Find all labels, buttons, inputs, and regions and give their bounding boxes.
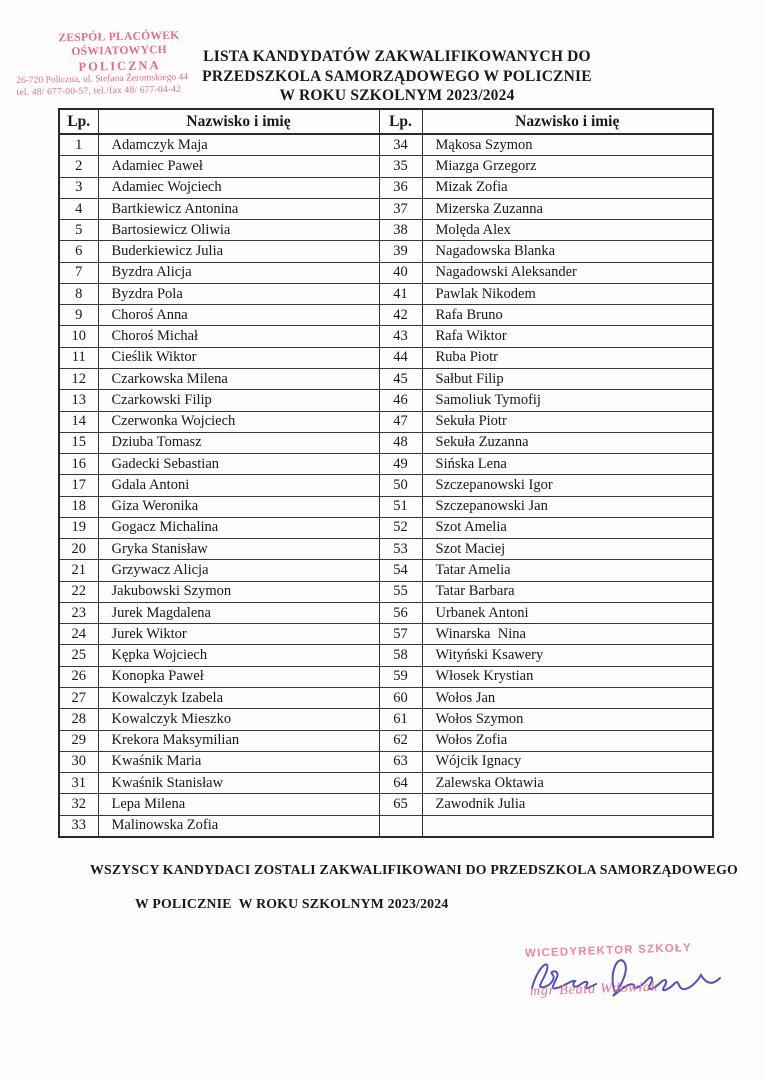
candidate-number-cell: 65: [379, 794, 422, 815]
candidates-table: [58, 108, 714, 838]
candidate-name-cell: Szczepanowski Jan: [422, 496, 713, 517]
candidate-number-cell: 52: [379, 517, 422, 538]
candidate-name-cell: Grzywacz Alicja: [98, 560, 379, 581]
table-row: [59, 198, 713, 219]
candidate-number-cell: 33: [59, 815, 98, 837]
table-row: [59, 454, 713, 475]
candidate-number-cell: 3: [59, 177, 98, 198]
table-row: [59, 517, 713, 538]
candidate-name-cell: Urbanek Antoni: [422, 602, 713, 623]
table-row: [59, 581, 713, 602]
candidate-number-cell: 24: [59, 624, 98, 645]
candidate-number-cell: 30: [59, 751, 98, 772]
candidate-number-cell: 14: [59, 411, 98, 432]
candidate-name-cell: Nagadowska Blanka: [422, 241, 713, 262]
header-row: [59, 109, 713, 134]
candidate-name-cell: Konopka Paweł: [98, 666, 379, 687]
table-row: [59, 369, 713, 390]
table-row: [59, 390, 713, 411]
candidate-number-cell: 28: [59, 709, 98, 730]
candidate-number-cell: 49: [379, 454, 422, 475]
candidate-number-cell: 20: [59, 539, 98, 560]
candidate-name-cell: Kwaśnik Stanisław: [98, 773, 379, 794]
candidate-number-cell: 10: [59, 326, 98, 347]
candidate-name-cell: Gdala Antoni: [98, 475, 379, 496]
table-row: [59, 241, 713, 262]
table-row: [59, 177, 713, 198]
candidate-name-cell: Zalewska Oktawia: [422, 773, 713, 794]
candidate-name-cell: Buderkiewicz Julia: [98, 241, 379, 262]
candidate-number-cell: 43: [379, 326, 422, 347]
candidate-number-cell: 58: [379, 645, 422, 666]
candidate-number-cell: 12: [59, 369, 98, 390]
candidate-name-cell: Gogacz Michalina: [98, 517, 379, 538]
candidate-number-cell: 4: [59, 198, 98, 219]
table-row: [59, 560, 713, 581]
candidate-name-cell: Rafa Wiktor: [422, 326, 713, 347]
candidate-name-cell: Kowalczyk Izabela: [98, 687, 379, 708]
candidate-number-cell: 64: [379, 773, 422, 794]
table-row: [59, 730, 713, 751]
candidate-number-cell: 42: [379, 305, 422, 326]
table-row: [59, 347, 713, 368]
candidate-number-cell: 11: [59, 347, 98, 368]
candidate-name-cell: Winarska Nina: [422, 624, 713, 645]
candidate-name-cell: Miazga Grzegorz: [422, 156, 713, 177]
candidate-name-cell: Tatar Barbara: [422, 581, 713, 602]
candidate-name-cell: Adamiec Paweł: [98, 156, 379, 177]
candidate-name-cell: Ruba Piotr: [422, 347, 713, 368]
candidate-name-cell: Mizak Zofia: [422, 177, 713, 198]
candidate-number-cell: 29: [59, 730, 98, 751]
candidate-name-cell: Dziuba Tomasz: [98, 432, 379, 453]
candidate-number-cell: 15: [59, 432, 98, 453]
candidates-table-body: [59, 134, 713, 837]
footer-statement-line2: W POLICZNIE W ROKU SZKOLNYM 2023/2024: [135, 896, 449, 911]
candidate-name-cell: Krekora Maksymilian: [98, 730, 379, 751]
table-row: [59, 283, 713, 304]
candidate-number-cell: 63: [379, 751, 422, 772]
candidate-number-cell: 16: [59, 454, 98, 475]
candidate-name-cell: Malinowska Zofia: [98, 815, 379, 837]
candidate-name-cell: Kępka Wojciech: [98, 645, 379, 666]
institution-stamp-phone: tel. 48/ 677-00-57, tel./fax 48/ 677-04-42: [16, 84, 182, 99]
table-row: [59, 475, 713, 496]
candidate-number-cell: 25: [59, 645, 98, 666]
candidate-name-cell: Cieślik Wiktor: [98, 347, 379, 368]
candidate-number-cell: 36: [379, 177, 422, 198]
candidate-name-cell: Gadecki Sebastian: [98, 454, 379, 475]
vice-principal-stamp: WICEDYREKTOR SZKOŁY: [524, 942, 693, 960]
col-header-name-left: Nazwisko i imię: [98, 109, 379, 134]
candidate-number-cell: 13: [59, 390, 98, 411]
candidate-number-cell: 8: [59, 283, 98, 304]
candidate-number-cell: 46: [379, 390, 422, 411]
candidate-name-cell: Molęda Alex: [422, 220, 713, 241]
candidate-number-cell: 51: [379, 496, 422, 517]
candidate-number-cell: 6: [59, 241, 98, 262]
candidate-name-cell: Czerwonka Wojciech: [98, 411, 379, 432]
candidate-number-cell: 61: [379, 709, 422, 730]
candidate-name-cell: Adamiec Wojciech: [98, 177, 379, 198]
table-row: [59, 709, 713, 730]
candidate-number-cell: 22: [59, 581, 98, 602]
candidates-table-header: [59, 109, 713, 134]
candidate-name-cell: Pawlak Nikodem: [422, 283, 713, 304]
candidate-number-cell: 59: [379, 666, 422, 687]
candidate-name-cell: Wójcik Ignacy: [422, 751, 713, 772]
candidate-name-cell: Gryka Stanisław: [98, 539, 379, 560]
candidate-name-cell: Włosek Krystian: [422, 666, 713, 687]
candidate-name-cell: Mizerska Zuzanna: [422, 198, 713, 219]
page-title-line3: W ROKU SZKOLNYM 2023/2024: [279, 87, 515, 104]
table-row: [59, 496, 713, 517]
candidate-name-cell: Jurek Wiktor: [98, 624, 379, 645]
candidate-number-cell: 18: [59, 496, 98, 517]
candidate-number-cell: [379, 815, 422, 837]
candidate-name-cell: Czarkowski Filip: [98, 390, 379, 411]
candidate-number-cell: 38: [379, 220, 422, 241]
candidate-name-cell: Czarkowska Milena: [98, 369, 379, 390]
candidate-number-cell: 5: [59, 220, 98, 241]
candidate-number-cell: 53: [379, 539, 422, 560]
institution-stamp-line1: ZESPÓŁ PLACÓWEK OŚWIATOWYCH: [58, 29, 180, 59]
col-header-name-right: Nazwisko i imię: [422, 109, 713, 134]
table-row: [59, 602, 713, 623]
table-row: [59, 624, 713, 645]
table-row: [59, 751, 713, 772]
candidate-name-cell: Choroś Michał: [98, 326, 379, 347]
candidate-name-cell: Giza Weronika: [98, 496, 379, 517]
candidate-name-cell: Szot Amelia: [422, 517, 713, 538]
candidate-name-cell: Wołos Szymon: [422, 709, 713, 730]
table-row: [59, 539, 713, 560]
candidate-name-cell: Byzdra Pola: [98, 283, 379, 304]
candidate-number-cell: 45: [379, 369, 422, 390]
candidate-number-cell: 57: [379, 624, 422, 645]
table-row: [59, 156, 713, 177]
candidate-name-cell: Jakubowski Szymon: [98, 581, 379, 602]
candidate-number-cell: 21: [59, 560, 98, 581]
table-row: [59, 666, 713, 687]
table-row: [59, 815, 713, 837]
candidate-number-cell: 37: [379, 198, 422, 219]
candidate-name-cell: Wołos Zofia: [422, 730, 713, 751]
candidate-number-cell: 9: [59, 305, 98, 326]
table-row: [59, 794, 713, 815]
candidate-number-cell: 31: [59, 773, 98, 794]
candidate-name-cell: Kowalczyk Mieszko: [98, 709, 379, 730]
table-row: [59, 220, 713, 241]
candidate-number-cell: 26: [59, 666, 98, 687]
institution-stamp-address: 26-720 Policzna, ul. Stefana Żeromskiego 44: [16, 72, 189, 87]
candidate-number-cell: 7: [59, 262, 98, 283]
table-row: [59, 645, 713, 666]
candidate-name-cell: Kwaśnik Maria: [98, 751, 379, 772]
candidate-name-cell: Bartkiewicz Antonina: [98, 198, 379, 219]
candidate-name-cell: [422, 815, 713, 837]
table-row: [59, 687, 713, 708]
candidate-name-cell: Sekuła Piotr: [422, 411, 713, 432]
candidate-number-cell: 44: [379, 347, 422, 368]
candidate-name-cell: Byzdra Alicja: [98, 262, 379, 283]
candidate-name-cell: Lepa Milena: [98, 794, 379, 815]
col-header-lp-left: Lp.: [59, 109, 98, 134]
candidate-name-cell: Nagadowski Aleksander: [422, 262, 713, 283]
candidate-number-cell: 55: [379, 581, 422, 602]
candidate-number-cell: 17: [59, 475, 98, 496]
candidate-number-cell: 19: [59, 517, 98, 538]
table-row: [59, 134, 713, 156]
candidate-number-cell: 1: [59, 134, 98, 156]
table-row: [59, 432, 713, 453]
candidate-name-cell: Adamczyk Maja: [98, 134, 379, 156]
candidate-name-cell: Mąkosa Szymon: [422, 134, 713, 156]
candidate-number-cell: 23: [59, 602, 98, 623]
candidate-name-cell: Samoliuk Tymofij: [422, 390, 713, 411]
candidate-number-cell: 41: [379, 283, 422, 304]
candidate-name-cell: Wityński Ksawery: [422, 645, 713, 666]
candidate-name-cell: Tatar Amelia: [422, 560, 713, 581]
candidate-name-cell: Jurek Magdalena: [98, 602, 379, 623]
candidate-number-cell: 27: [59, 687, 98, 708]
table-row: [59, 411, 713, 432]
page-title-line1: LISTA KANDYDATÓW ZAKWALIFIKOWANYCH DO: [203, 48, 591, 65]
candidate-number-cell: 50: [379, 475, 422, 496]
candidate-name-cell: Wołos Jan: [422, 687, 713, 708]
col-header-lp-right: Lp.: [379, 109, 422, 134]
candidate-number-cell: 54: [379, 560, 422, 581]
candidate-name-cell: Sekuła Zuzanna: [422, 432, 713, 453]
candidate-number-cell: 39: [379, 241, 422, 262]
candidate-number-cell: 32: [59, 794, 98, 815]
candidate-number-cell: 60: [379, 687, 422, 708]
candidate-name-cell: Sałbut Filip: [422, 369, 713, 390]
table-row: [59, 262, 713, 283]
institution-stamp-line2: POLICZNA: [78, 57, 161, 74]
candidate-number-cell: 62: [379, 730, 422, 751]
candidate-name-cell: Zawodnik Julia: [422, 794, 713, 815]
candidate-number-cell: 48: [379, 432, 422, 453]
candidate-number-cell: 35: [379, 156, 422, 177]
candidate-name-cell: Szczepanowski Igor: [422, 475, 713, 496]
page-title-line2: PRZEDSZKOLA SAMORZĄDOWEGO W POLICZNIE: [202, 67, 592, 85]
footer-statement-line1: WSZYSCY KANDYDACI ZOSTALI ZAKWALIFIKOWANI DO PRZEDSZKOLA SAMORZĄDOWEGO: [90, 862, 738, 877]
candidate-number-cell: 2: [59, 156, 98, 177]
candidate-number-cell: 34: [379, 134, 422, 156]
candidate-name-cell: Rafa Bruno: [422, 305, 713, 326]
candidate-name-cell: Sińska Lena: [422, 454, 713, 475]
candidate-number-cell: 47: [379, 411, 422, 432]
candidate-name-cell: Szot Maciej: [422, 539, 713, 560]
candidate-number-cell: 40: [379, 262, 422, 283]
candidate-name-cell: Choroś Anna: [98, 305, 379, 326]
vice-principal-name-stamp: mgr Beata Wdowiak: [529, 979, 659, 1000]
table-row: [59, 305, 713, 326]
signature-block: [510, 938, 740, 1018]
candidate-number-cell: 56: [379, 602, 422, 623]
page-title: [40, 47, 754, 106]
table-row: [59, 326, 713, 347]
candidate-name-cell: Bartosiewicz Oliwia: [98, 220, 379, 241]
table-row: [59, 773, 713, 794]
